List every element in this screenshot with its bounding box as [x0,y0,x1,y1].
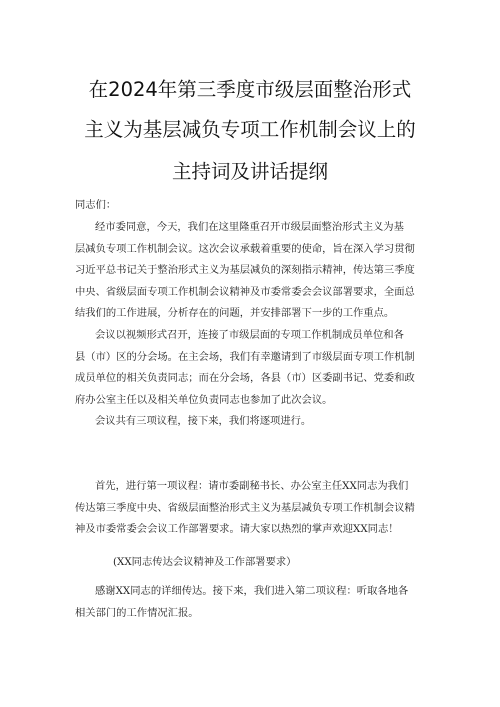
paragraph-line: 结我们的工作进展，分析存在的问题，并安排部署下一步的工作重点。 [75,307,395,319]
paragraph-3 [75,414,427,436]
paragraph-2 [75,328,427,414]
paragraph-line: 府办公室主任以及相关单位负责同志也参加了此次会议。 [75,393,333,406]
paragraph-line: 首先，进行第一项议程：请市委副秘书长、办公室主任XX同志为我们 [95,480,409,492]
title-line-3: 主持词及讲话提纲 [171,160,328,183]
paragraph-line: 层减负专项工作机制会议。这次会议承载着重要的使命，旨在深入学习贯彻 [75,242,415,255]
paragraph-1 [75,220,427,328]
paragraph-line: 传达第三季度中央、省级层面整治形式主义为基层减负专项工作机制会议精 [75,501,415,514]
paragraph-line: 感谢XX同志的详细传达。接下来，我们进入第二项议程：听取各地各 [95,585,409,597]
paragraph-line: 会议共有三项议程，接下来，我们将逐项进行。 [95,415,312,427]
paragraph-line: 习近平总书记关于整治形式主义为基层减负的深刻指示精神，传达第三季度 [75,264,415,276]
paragraph-line: 经市委同意，今天，我们在这里隆重召开市级层面整治形式主义为基 [95,221,404,233]
paragraph-line: 县（市）区的分会场。在主会场，我们有幸邀请到了市级层面专项工作机制 [75,350,415,363]
paragraph-line: 中央、省级层面专项工作机制会议精神及市委常委会会议部署要求，全面总 [75,285,415,298]
procedure-note: (XX同志传达会议精神及工作部署要求） [113,556,297,568]
title-line-2: 主义为基层减负专项工作机制会议上的 [84,118,416,141]
paragraph-5 [75,584,427,627]
paragraph-line: 神及市委常委会会议工作部署要求。请大家以热烈的掌声欢迎XX同志！ [75,523,399,535]
salutation: 同志们： [75,199,117,211]
paragraph-line: 相关部门的工作情况汇报。 [75,606,199,619]
paragraph-4 [75,479,427,544]
paragraph-line: 成员单位的相关负责同志；而在分会场，各县（市）区委副书记、党委和政 [75,372,415,384]
title-line-1: 在2024年第三季度市级层面整治形式 [88,78,412,101]
paragraph-line: 会议以视频形式召开，连接了市级层面的专项工作机制成员单位和各 [95,329,404,341]
